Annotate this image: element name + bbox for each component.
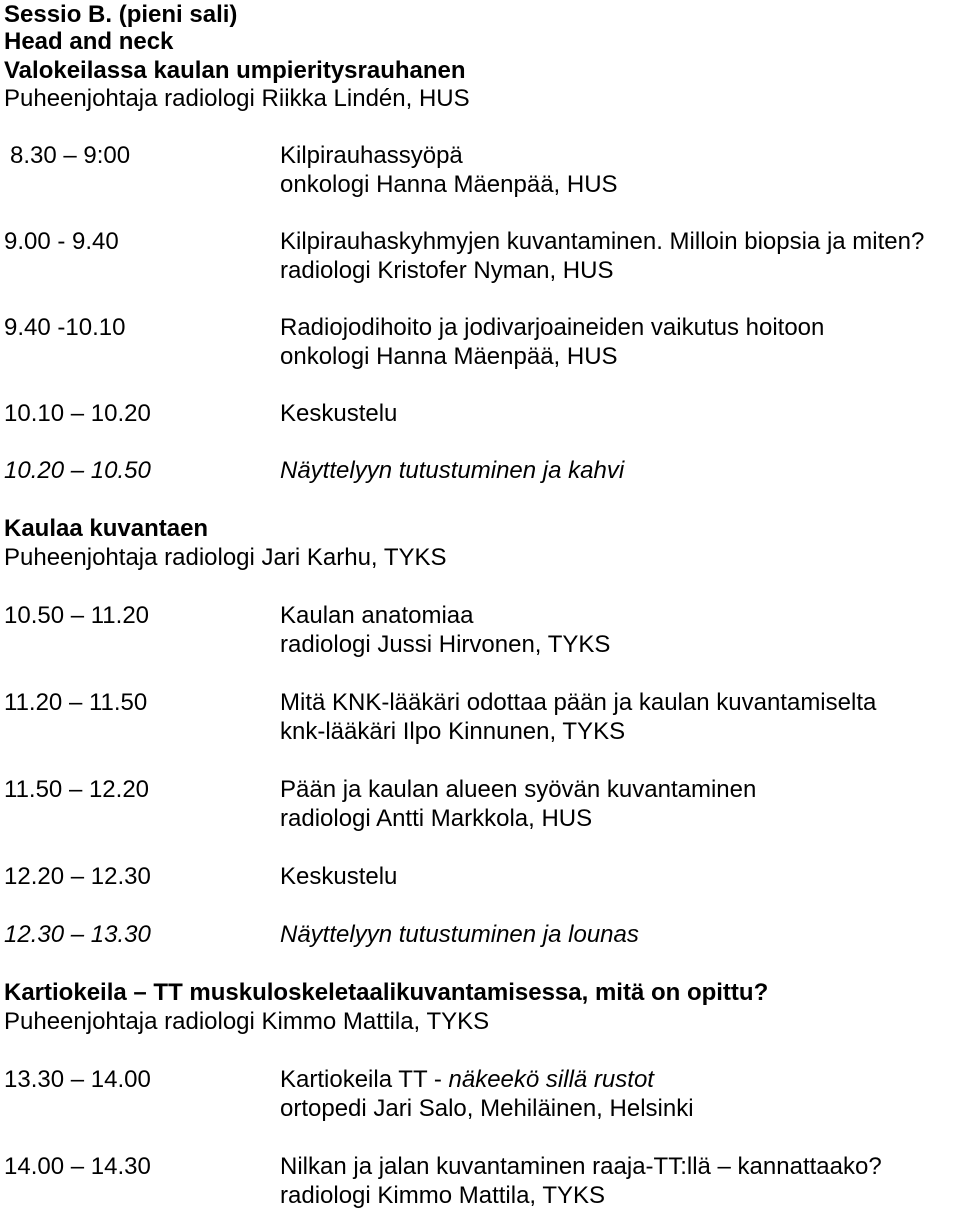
- item-time: 10.50 – 11.20: [4, 602, 150, 629]
- item-time: 8.30 – 9:00: [10, 142, 131, 169]
- item-title: Nilkan ja jalan kuvantaminen raaja-TT:llä – kannattaako?: [280, 1153, 882, 1180]
- item-speaker: onkologi Hanna Mäenpää, HUS: [280, 171, 618, 198]
- item-time: 10.10 – 10.20: [4, 400, 151, 427]
- item-time: 12.20 – 12.30: [4, 863, 151, 890]
- item-speaker: radiologi Kristofer Nyman, HUS: [280, 257, 614, 284]
- item-title: Pään ja kaulan alueen syövän kuvantaminen: [280, 776, 757, 803]
- item-speaker: ortopedi Jari Salo, Mehiläinen, Helsinki: [280, 1095, 694, 1122]
- item-title: Keskustelu: [280, 863, 398, 890]
- item-title: Radiojodihoito ja jodivarjoaineiden vaikutus hoitoon: [280, 314, 825, 341]
- item-speaker: onkologi Hanna Mäenpää, HUS: [280, 343, 618, 370]
- block3-title: Kartiokeila – TT muskuloskeletaalikuvantamisessa, mitä on opittu?: [4, 979, 769, 1006]
- item-title: Näyttelyyn tutustuminen ja lounas: [280, 921, 639, 948]
- item-title: [280, 1065, 694, 1094]
- item-time: 14.00 – 14.30: [4, 1153, 151, 1180]
- item-time: 11.20 – 11.50: [4, 689, 148, 716]
- item-speaker: radiologi Jussi Hirvonen, TYKS: [280, 631, 611, 658]
- item-time: 10.20 – 10.50: [4, 457, 151, 484]
- item-time: 9.00 - 9.40: [4, 228, 119, 255]
- item-time: 12.30 – 13.30: [4, 921, 151, 948]
- item-title-italic: näkeekö sillä rustot: [448, 1066, 654, 1093]
- item-speaker: radiologi Antti Markkola, HUS: [280, 805, 593, 832]
- item-time: 11.50 – 12.20: [4, 776, 150, 803]
- block3-chair: Puheenjohtaja radiologi Kimmo Mattila, TYKS: [4, 1008, 490, 1035]
- block2-chair: Puheenjohtaja radiologi Jari Karhu, TYKS: [4, 544, 447, 571]
- item-speaker: knk-lääkäri Ilpo Kinnunen, TYKS: [280, 718, 626, 745]
- item-title: Kilpirauhaskyhmyjen kuvantaminen. Milloin biopsia ja miten?: [280, 228, 925, 255]
- session-subtitle: Head and neck: [4, 28, 174, 55]
- item-title-plain: Kartiokeila TT -: [280, 1066, 449, 1093]
- item-title: Keskustelu: [280, 400, 398, 427]
- item-title: Kilpirauhassyöpä: [280, 142, 463, 169]
- session-title: Sessio B. (pieni sali): [4, 1, 238, 28]
- item-title: Mitä KNK-lääkäri odottaa pään ja kaulan kuvantamiselta: [280, 689, 877, 716]
- item-title: Kaulan anatomiaa: [280, 602, 474, 629]
- item-title: Näyttelyyn tutustuminen ja kahvi: [280, 457, 625, 484]
- item-time: 9.40 -10.10: [4, 314, 126, 341]
- item-time: 13.30 – 14.00: [4, 1066, 151, 1093]
- block2-title: Kaulaa kuvantaen: [4, 515, 209, 542]
- block1-title: Valokeilassa kaulan umpieritysrauhanen: [4, 57, 466, 84]
- item-speaker: radiologi Kimmo Mattila, TYKS: [280, 1182, 606, 1209]
- block1-chair: Puheenjohtaja radiologi Riikka Lindén, HUS: [4, 85, 470, 112]
